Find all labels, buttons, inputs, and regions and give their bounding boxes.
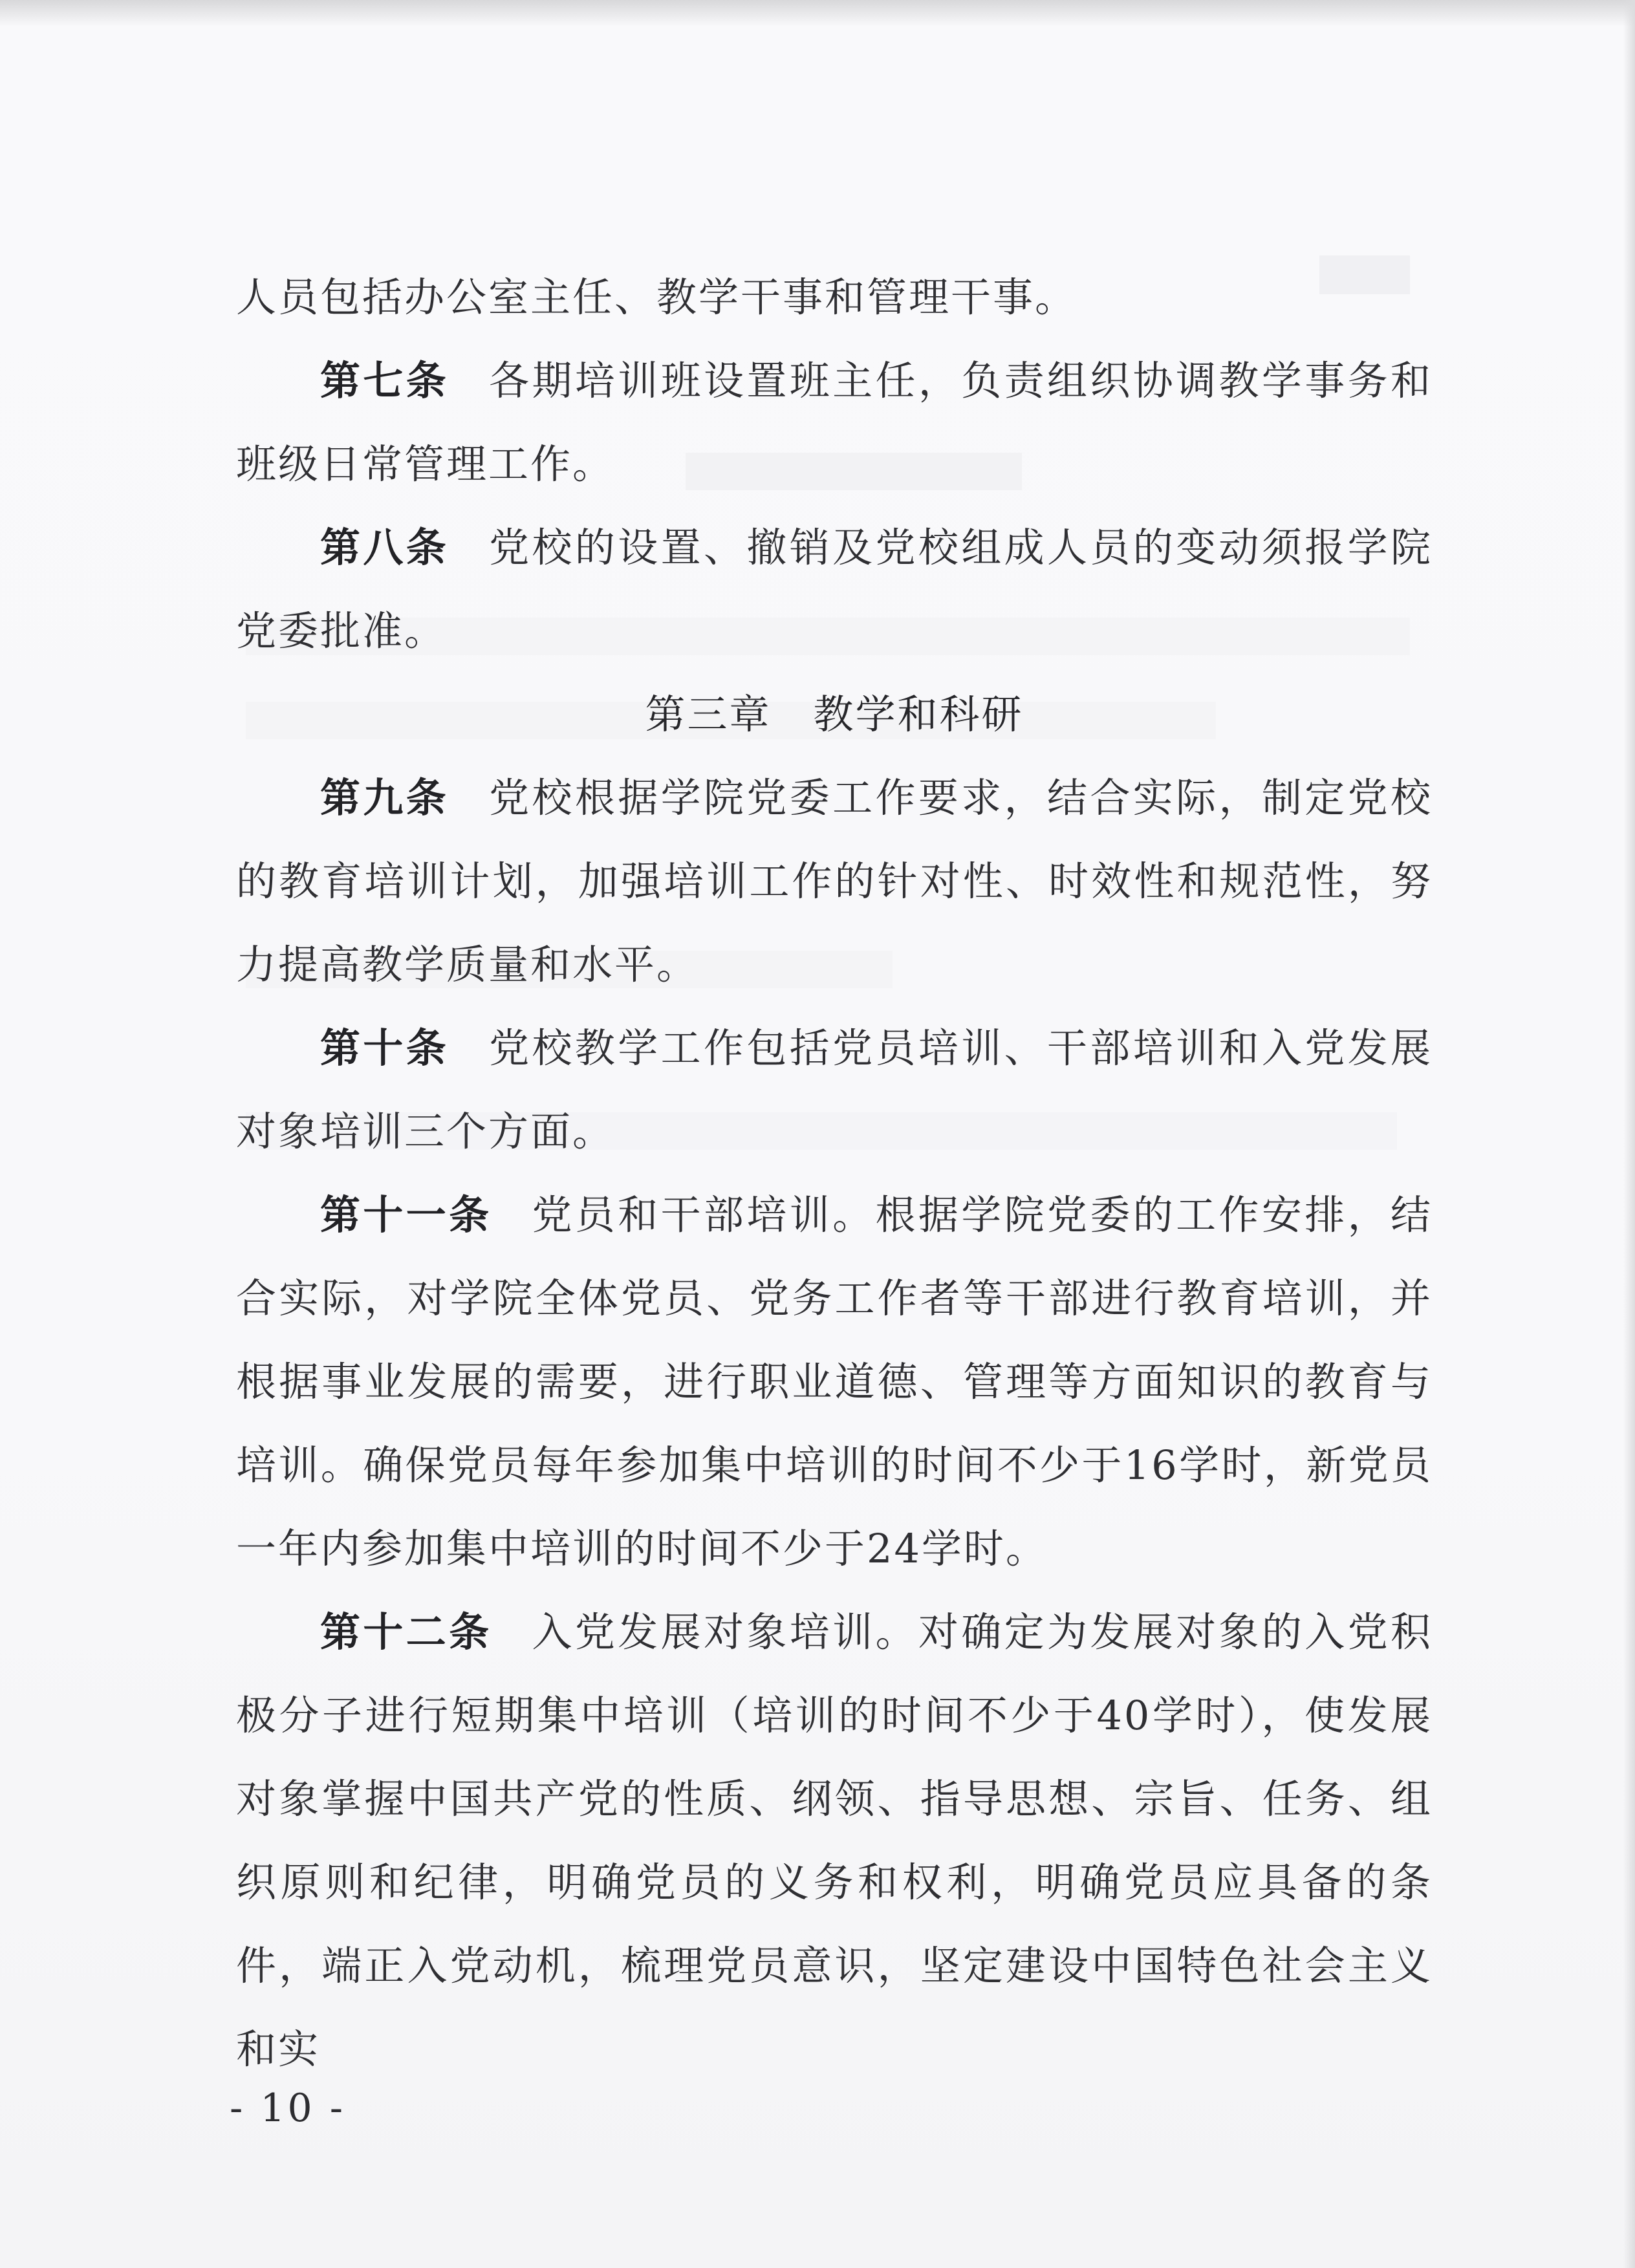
article-label: 第八条 bbox=[320, 524, 449, 571]
article-paragraph bbox=[236, 1173, 1433, 1590]
scan-top-shadow bbox=[0, 0, 1635, 26]
chapter-heading: 第三章 教学和科研 bbox=[645, 691, 1024, 738]
article-text: 入党发展对象培训。对确定为发展对象的入党积极分子进行短期集中培训（培训的时间不少于40学时），使发展对象掌握中国共产党的性质、纲领、指导思想、宗旨、任务、组织原则和纪律，明确党员的义务和权利，明确党员应具备的条件，端正入党动机，梳理党员意识，坚定建设中国特色社会主义和实 bbox=[236, 1608, 1433, 2073]
article-label: 第十二条 bbox=[320, 1608, 492, 1656]
article-paragraph bbox=[236, 339, 1433, 506]
scan-right-shadow bbox=[1623, 0, 1635, 2268]
paragraph-continuation: 人员包括办公室主任、教学干事和管理干事。 bbox=[236, 274, 1077, 321]
article-text: 党校的设置、撤销及党校组成人员的变动须报学院党委批准。 bbox=[236, 524, 1433, 654]
article-text: 党校根据学院党委工作要求，结合实际，制定党校的教育培训计划，加强培训工作的针对性、时效性和规范性，努力提高教学质量和水平。 bbox=[236, 774, 1433, 988]
article-label: 第九条 bbox=[320, 774, 449, 821]
article-label: 第七条 bbox=[320, 357, 449, 404]
article-text: 各期培训班设置班主任，负责组织协调教学事务和班级日常管理工作。 bbox=[236, 357, 1433, 488]
article-text: 党校教学工作包括党员培训、干部培训和入党发展对象培训三个方面。 bbox=[236, 1024, 1433, 1155]
article-paragraph bbox=[236, 756, 1433, 1006]
article-text: 党员和干部培训。根据学院党委的工作安排，结合实际，对学院全体党员、党务工作者等干部进行教育培训，并根据事业发展的需要，进行职业道德、管理等方面知识的教育与培训。确保党员每年参加集中培训的时间不少于16学时，新党员一年内参加集中培训的时间不少于24学时。 bbox=[236, 1191, 1433, 1572]
article-paragraph bbox=[236, 1590, 1433, 2091]
page-number: - 10 - bbox=[230, 2086, 346, 2131]
article-label: 第十条 bbox=[320, 1024, 449, 1072]
article-paragraph bbox=[236, 1006, 1433, 1173]
article-label: 第十一条 bbox=[320, 1191, 492, 1238]
document-body bbox=[236, 255, 1433, 2091]
article-paragraph bbox=[236, 506, 1433, 673]
